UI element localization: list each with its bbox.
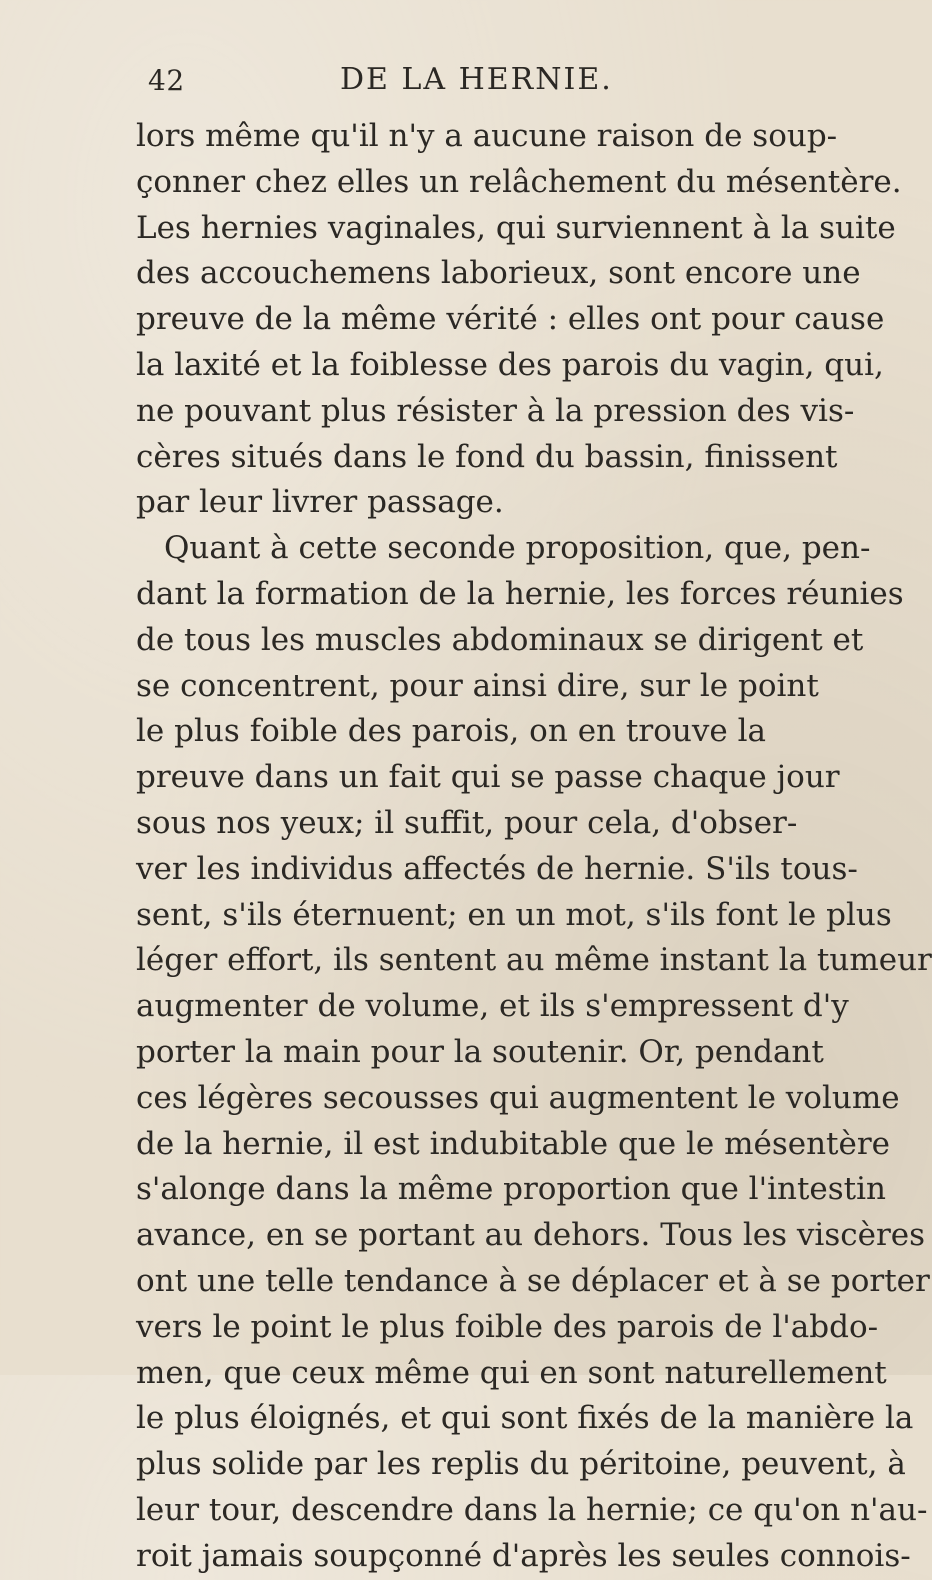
text-line: léger effort, ils sentent au même instant la tumeur xyxy=(136,942,932,979)
text-line: ver les individus affectés de hernie. S'ils tous- xyxy=(136,850,858,887)
text-line: porter la main pour la soutenir. Or, pendant xyxy=(136,1033,824,1070)
text-line: la laxité et la foiblesse des parois du vagin, qui, xyxy=(136,346,884,383)
text-line: leur tour, descendre dans la hernie; ce qu'on n'au- xyxy=(136,1491,928,1528)
text-line: augmenter de volume, et ils s'empressent d'y xyxy=(136,988,849,1025)
text-line: vers le point le plus foible des parois de l'abdo- xyxy=(136,1308,879,1345)
text-line: dant la formation de la hernie, les forces réunies xyxy=(136,575,904,612)
text-line: lors même qu'il n'y a aucune raison de soup- xyxy=(136,118,838,154)
text-line: se concentrent, pour ainsi dire, sur le point xyxy=(136,667,819,704)
text-line: de tous les muscles abdominaux se dirigent et xyxy=(136,621,864,658)
paragraph-2 xyxy=(136,526,932,1579)
text-line: preuve de la même vérité : elles ont pour cause xyxy=(136,301,885,338)
page-header xyxy=(136,62,766,106)
text-line: avance, en se portant au dehors. Tous les viscères xyxy=(136,1217,926,1254)
text-line: cères situés dans le fond du bassin, finissent xyxy=(136,438,838,475)
text-line: plus solide par les replis du péritoine, peuvent, à xyxy=(136,1446,906,1483)
text-line: s'alonge dans la même proportion que l'intestin xyxy=(136,1171,887,1208)
text-line: Les hernies vaginales, qui surviennent à la suite xyxy=(136,209,896,246)
text-line: par leur livrer passage. xyxy=(136,484,504,521)
text-line: roit jamais soupçonné d'après les seules connois- xyxy=(136,1537,911,1574)
text-line: preuve dans un fait qui se passe chaque jour xyxy=(136,759,840,796)
text-line: le plus éloignés, et qui sont fixés de la manière la xyxy=(136,1400,914,1437)
body-text xyxy=(136,114,932,1580)
text-line: de la hernie, il est indubitable que le mésentère xyxy=(136,1125,891,1162)
text-line: ne pouvant plus résister à la pression des vis- xyxy=(136,392,855,429)
text-line: des accouchemens laborieux, sont encore une xyxy=(136,255,861,292)
text-line: Quant à cette seconde proposition, que, pen- xyxy=(164,530,871,567)
text-line: ces légères secousses qui augmentent le volume xyxy=(136,1079,900,1116)
text-line: sous nos yeux; il suffit, pour cela, d'obser- xyxy=(136,804,798,841)
text-line: ont une telle tendance à se déplacer et à se porter xyxy=(136,1262,930,1299)
paragraph-1 xyxy=(136,114,902,526)
text-line: men, que ceux même qui en sont naturellement xyxy=(136,1354,887,1391)
text-line: sent, s'ils éternuent; en un mot, s'ils font le plus xyxy=(136,896,892,933)
text-line: çonner chez elles un relâchement du mésentère. xyxy=(136,163,902,200)
running-title: DE LA HERNIE. xyxy=(340,62,613,97)
text-line: le plus foible des parois, on en trouve la xyxy=(136,713,766,750)
page-number: 42 xyxy=(148,64,185,97)
